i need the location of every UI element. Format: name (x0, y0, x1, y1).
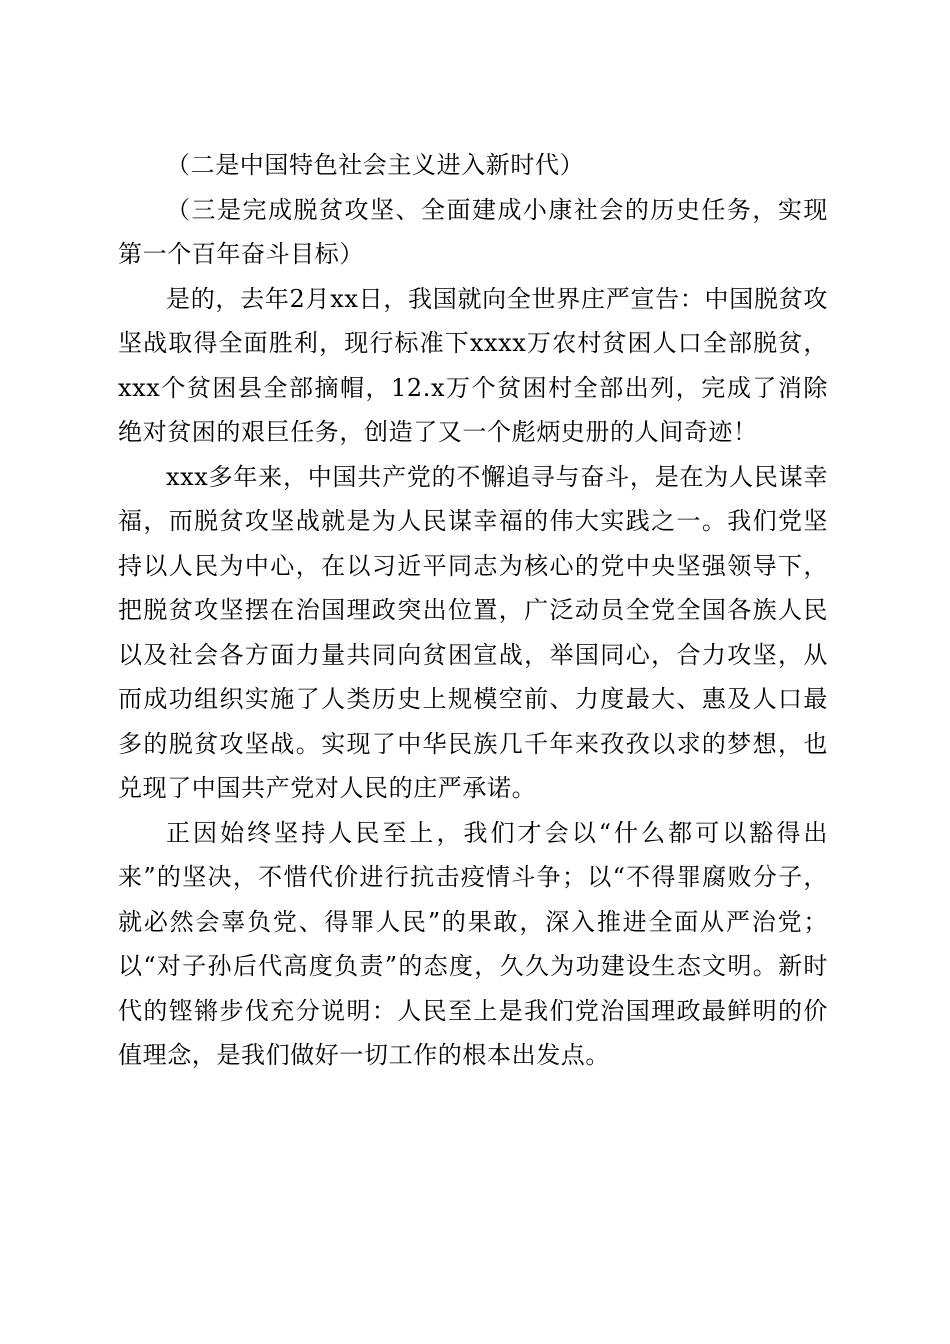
document-body (118, 143, 828, 1078)
paragraph-4: xxx多年来，中国共产党的不懈追寻与奋斗，是在为人民谋幸福，而脱贫攻坚战就是为人民谋幸福的伟大实践之一。我们党坚持以人民为中心，在以习近平同志为核心的党中央坚强领导下，把脱贫攻坚摆在治国理政突出位置，广泛动员全党全国各族人民以及社会各方面力量共同向贫困宣战，举国同心，合力攻坚，从而成功组织实施了人类历史上规模空前、力度最大、惠及人口最多的脱贫攻坚战。实现了中华民族几千年来孜孜以求的梦想，也兑现了中国共产党对人民的庄严承诺。 (118, 462, 828, 802)
paragraph-2: （三是完成脱贫攻坚、全面建成小康社会的历史任务，实现第一个百年奋斗目标） (118, 195, 828, 268)
paragraph-1: （二是中国特色社会主义进入新时代） (166, 151, 585, 179)
paragraph-5: 正因始终坚持人民至上，我们才会以“什么都可以豁得出来”的坚决，不惜代价进行抗击疫情斗争；以“不得罪腐败分子，就必然会辜负党、得罪人民”的果敢，深入推进全面从严治党；以“对子孙后代高度负责”的态度，久久为功建设生态文明。新时代的铿锵步伐充分说明：人民至上是我们党治国理政最鲜明的价值理念，是我们做好一切工作的根本出发点。 (118, 818, 828, 1069)
paragraph-3: 是的，去年2月xx日，我国就向全世界庄严宣告：中国脱贫攻坚战取得全面胜利，现行标准下xxxx万农村贫困人口全部脱贫，xxx个贫困县全部摘帽，12.x万个贫困村全部出列，完成了消除绝对贫困的艰巨任务，创造了又一个彪炳史册的人间奇迹！ (118, 284, 828, 446)
